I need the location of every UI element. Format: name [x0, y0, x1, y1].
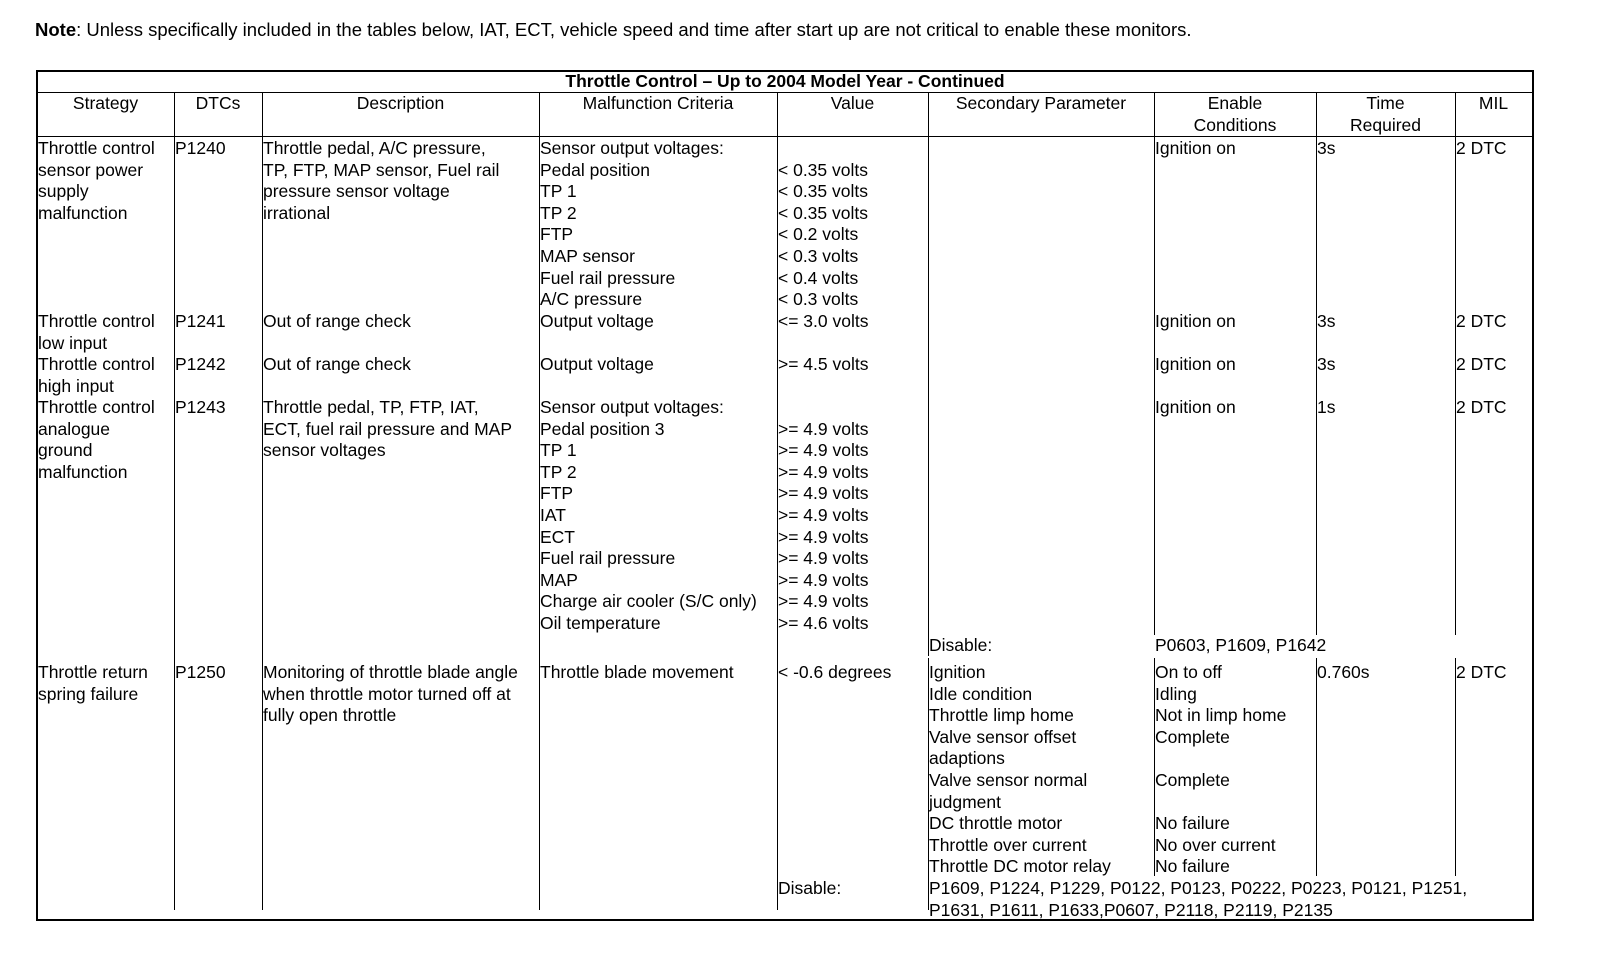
row-disable-value: P0603, P1609, P1642: [1155, 635, 1327, 655]
row-strategy: Throttle return: [38, 662, 148, 682]
row-secondary-parameter: judgment: [929, 791, 1001, 812]
row-description: irrational: [263, 202, 331, 223]
row-secondary-parameter: Valve sensor normal: [929, 770, 1088, 790]
row-mil: 2 DTC: [1456, 138, 1507, 158]
row-description: Out of range check: [263, 354, 411, 374]
row-criteria: Fuel rail pressure: [540, 548, 676, 569]
row-mil: 2 DTC: [1456, 354, 1507, 374]
row-criteria: FTP: [540, 224, 574, 245]
row-mil: 2 DTC: [1456, 662, 1507, 682]
row-enable-conditions: No over current: [1155, 834, 1276, 855]
row-time-required: 3s: [1317, 138, 1336, 158]
row-strategy: Throttle control: [38, 354, 155, 374]
row-criteria: MAP: [540, 569, 578, 590]
row-strategy: low input: [38, 332, 108, 353]
row-strategy: malfunction: [38, 202, 128, 223]
row-criteria: Output voltage: [540, 311, 654, 331]
row-criteria: Sensor output voltages:: [540, 138, 724, 158]
row-enable-conditions: Ignition on: [1155, 138, 1236, 158]
row-strategy: Throttle control: [38, 397, 155, 417]
row-criteria: Sensor output voltages:: [540, 397, 724, 417]
col-divider-dtcs: [174, 93, 175, 910]
row-value: >= 4.5 volts: [778, 354, 869, 374]
row-criteria: TP 2: [540, 461, 577, 482]
header-time-required: Time: [1366, 93, 1405, 113]
row-time-required: 0.760s: [1317, 662, 1370, 682]
row-strategy: malfunction: [38, 461, 128, 482]
row-secondary-parameter: DC throttle motor: [929, 813, 1063, 834]
row-criteria: FTP: [540, 483, 574, 504]
row-value: >= 4.9 volts: [778, 461, 869, 482]
row-enable-conditions: Ignition on: [1155, 354, 1236, 374]
col-divider-mil-lower: [1455, 658, 1456, 876]
row-criteria: TP 1: [540, 181, 577, 202]
row-enable-conditions: No failure: [1155, 813, 1230, 834]
header-description: Description: [356, 93, 445, 113]
row-dtc: P1250: [175, 662, 226, 682]
row-description: fully open throttle: [263, 705, 397, 726]
row-dtc: P1240: [175, 138, 226, 158]
row-criteria: MAP sensor: [540, 246, 635, 266]
row-enable-conditions: Complete: [1155, 726, 1230, 747]
row-enable-conditions: On to off: [1155, 662, 1222, 682]
header-enable-conditions: Enable: [1207, 93, 1263, 113]
row-description: pressure sensor voltage: [263, 181, 450, 202]
row-value: >= 4.6 volts: [778, 613, 869, 633]
row-value: >= 4.9 volts: [778, 526, 869, 547]
row-value: < 0.2 volts: [778, 224, 859, 245]
row-secondary-parameter: Throttle over current: [929, 834, 1087, 855]
header-strategy: Strategy: [72, 93, 139, 113]
row-enable-conditions: No failure: [1155, 856, 1230, 877]
row-description: Throttle pedal, TP, FTP, IAT,: [263, 397, 479, 417]
row-value: < 0.3 volts: [778, 289, 859, 310]
row-criteria: Pedal position: [540, 159, 650, 180]
row-criteria: Throttle blade movement: [540, 662, 734, 682]
row-secondary-parameter: Idle condition: [929, 683, 1033, 704]
note-label: Note: [35, 19, 77, 40]
row-strategy: high input: [38, 375, 114, 396]
row-criteria: A/C pressure: [540, 289, 643, 310]
table-title: Throttle Control – Up to 2004 Model Year - Continued: [565, 71, 1005, 91]
row-mil: 2 DTC: [1456, 311, 1507, 331]
row-description: sensor voltages: [263, 440, 386, 461]
row-value: < 0.35 volts: [778, 202, 868, 223]
row-enable-conditions: Complete: [1155, 770, 1230, 790]
row-dtc: P1242: [175, 354, 226, 374]
note-text: : Unless specifically included in the tables below, IAT, ECT, vehicle speed and time after start up are not critical to enable these monitors.: [76, 19, 1192, 40]
row-value: < 0.35 volts: [778, 159, 868, 180]
row-dtc: P1243: [175, 397, 226, 417]
row-enable-conditions: Not in limp home: [1155, 705, 1287, 726]
row-value: >= 4.9 volts: [778, 418, 869, 439]
row-secondary-parameter: adaptions: [929, 748, 1005, 769]
row-secondary-parameter: Throttle DC motor relay: [929, 856, 1111, 877]
row-criteria: Charge air cooler (S/C only): [540, 591, 757, 612]
row-strategy: supply: [38, 181, 89, 202]
row-value: <= 3.0 volts: [778, 311, 869, 331]
row-disable-label: Disable:: [778, 878, 842, 898]
row-value: < 0.4 volts: [778, 267, 859, 288]
row-time-required: 1s: [1317, 397, 1336, 417]
row-strategy: Throttle control: [38, 311, 155, 331]
row-description: TP, FTP, MAP sensor, Fuel rail: [263, 159, 500, 180]
row-description: Throttle pedal, A/C pressure,: [263, 138, 486, 158]
row-enable-conditions: Ignition on: [1155, 311, 1236, 331]
row-description: Out of range check: [263, 311, 411, 331]
row-strategy: analogue: [38, 418, 111, 439]
row-secondary-parameter: Throttle limp home: [929, 705, 1074, 726]
row-enable-conditions: Ignition on: [1155, 397, 1236, 417]
row-value: < 0.3 volts: [778, 246, 859, 266]
header-malfunction-criteria: Malfunction Criteria: [582, 93, 734, 113]
row-criteria: TP 2: [540, 202, 577, 223]
row-mil: 2 DTC: [1456, 397, 1507, 417]
header-enable-conditions: Conditions: [1193, 114, 1277, 135]
row-time-required: 3s: [1317, 311, 1336, 331]
row-criteria: IAT: [540, 505, 566, 525]
row-secondary-parameter: Ignition: [929, 662, 986, 682]
row-value: >= 4.9 volts: [778, 483, 869, 504]
row-criteria: ECT: [540, 526, 575, 547]
row-strategy: Throttle control: [38, 138, 155, 158]
row-value: < -0.6 degrees: [778, 662, 892, 682]
row-strategy: sensor power: [38, 159, 144, 180]
row-secondary-parameter: Valve sensor offset: [929, 726, 1077, 747]
row-value: >= 4.9 volts: [778, 505, 869, 525]
row-value: >= 4.9 volts: [778, 440, 869, 461]
row-dtc: P1241: [175, 311, 226, 331]
row-disable-value: P1609, P1224, P1229, P0122, P0123, P0222, P0223, P0121, P1251,: [929, 878, 1468, 898]
row-criteria: TP 1: [540, 440, 577, 461]
row-value: >= 4.9 volts: [778, 548, 869, 569]
row-value: < 0.35 volts: [778, 181, 868, 202]
row-criteria: Fuel rail pressure: [540, 267, 676, 288]
col-divider-secondary: [928, 93, 929, 656]
throttle-control-table: [36, 70, 1534, 921]
row-strategy: spring failure: [38, 683, 139, 704]
row-value: >= 4.9 volts: [778, 591, 869, 612]
row-disable-value: P1631, P1611, P1633,P0607, P2118, P2119, P2135: [929, 899, 1333, 920]
page-note: [35, 19, 1192, 41]
row-description: when throttle motor turned off at: [263, 683, 511, 704]
row-description: ECT, fuel rail pressure and MAP: [263, 418, 512, 439]
row-criteria: Output voltage: [540, 354, 654, 374]
header-value: Value: [830, 93, 875, 113]
row-time-required: 3s: [1317, 354, 1336, 374]
header-secondary-parameter: Secondary Parameter: [955, 93, 1127, 113]
col-divider-time-lower: [1316, 658, 1317, 876]
header-dtcs: DTCs: [195, 93, 241, 113]
row-enable-conditions: Idling: [1155, 683, 1197, 704]
row-strategy: ground: [38, 440, 93, 461]
row-disable-label: Disable:: [929, 635, 993, 655]
row-description: Monitoring of throttle blade angle: [263, 662, 518, 682]
header-mil: MIL: [1478, 93, 1509, 113]
row-criteria: Oil temperature: [540, 613, 661, 633]
row-value: >= 4.9 volts: [778, 569, 869, 590]
header-time-required: Required: [1349, 114, 1422, 135]
row-criteria: Pedal position 3: [540, 418, 665, 439]
